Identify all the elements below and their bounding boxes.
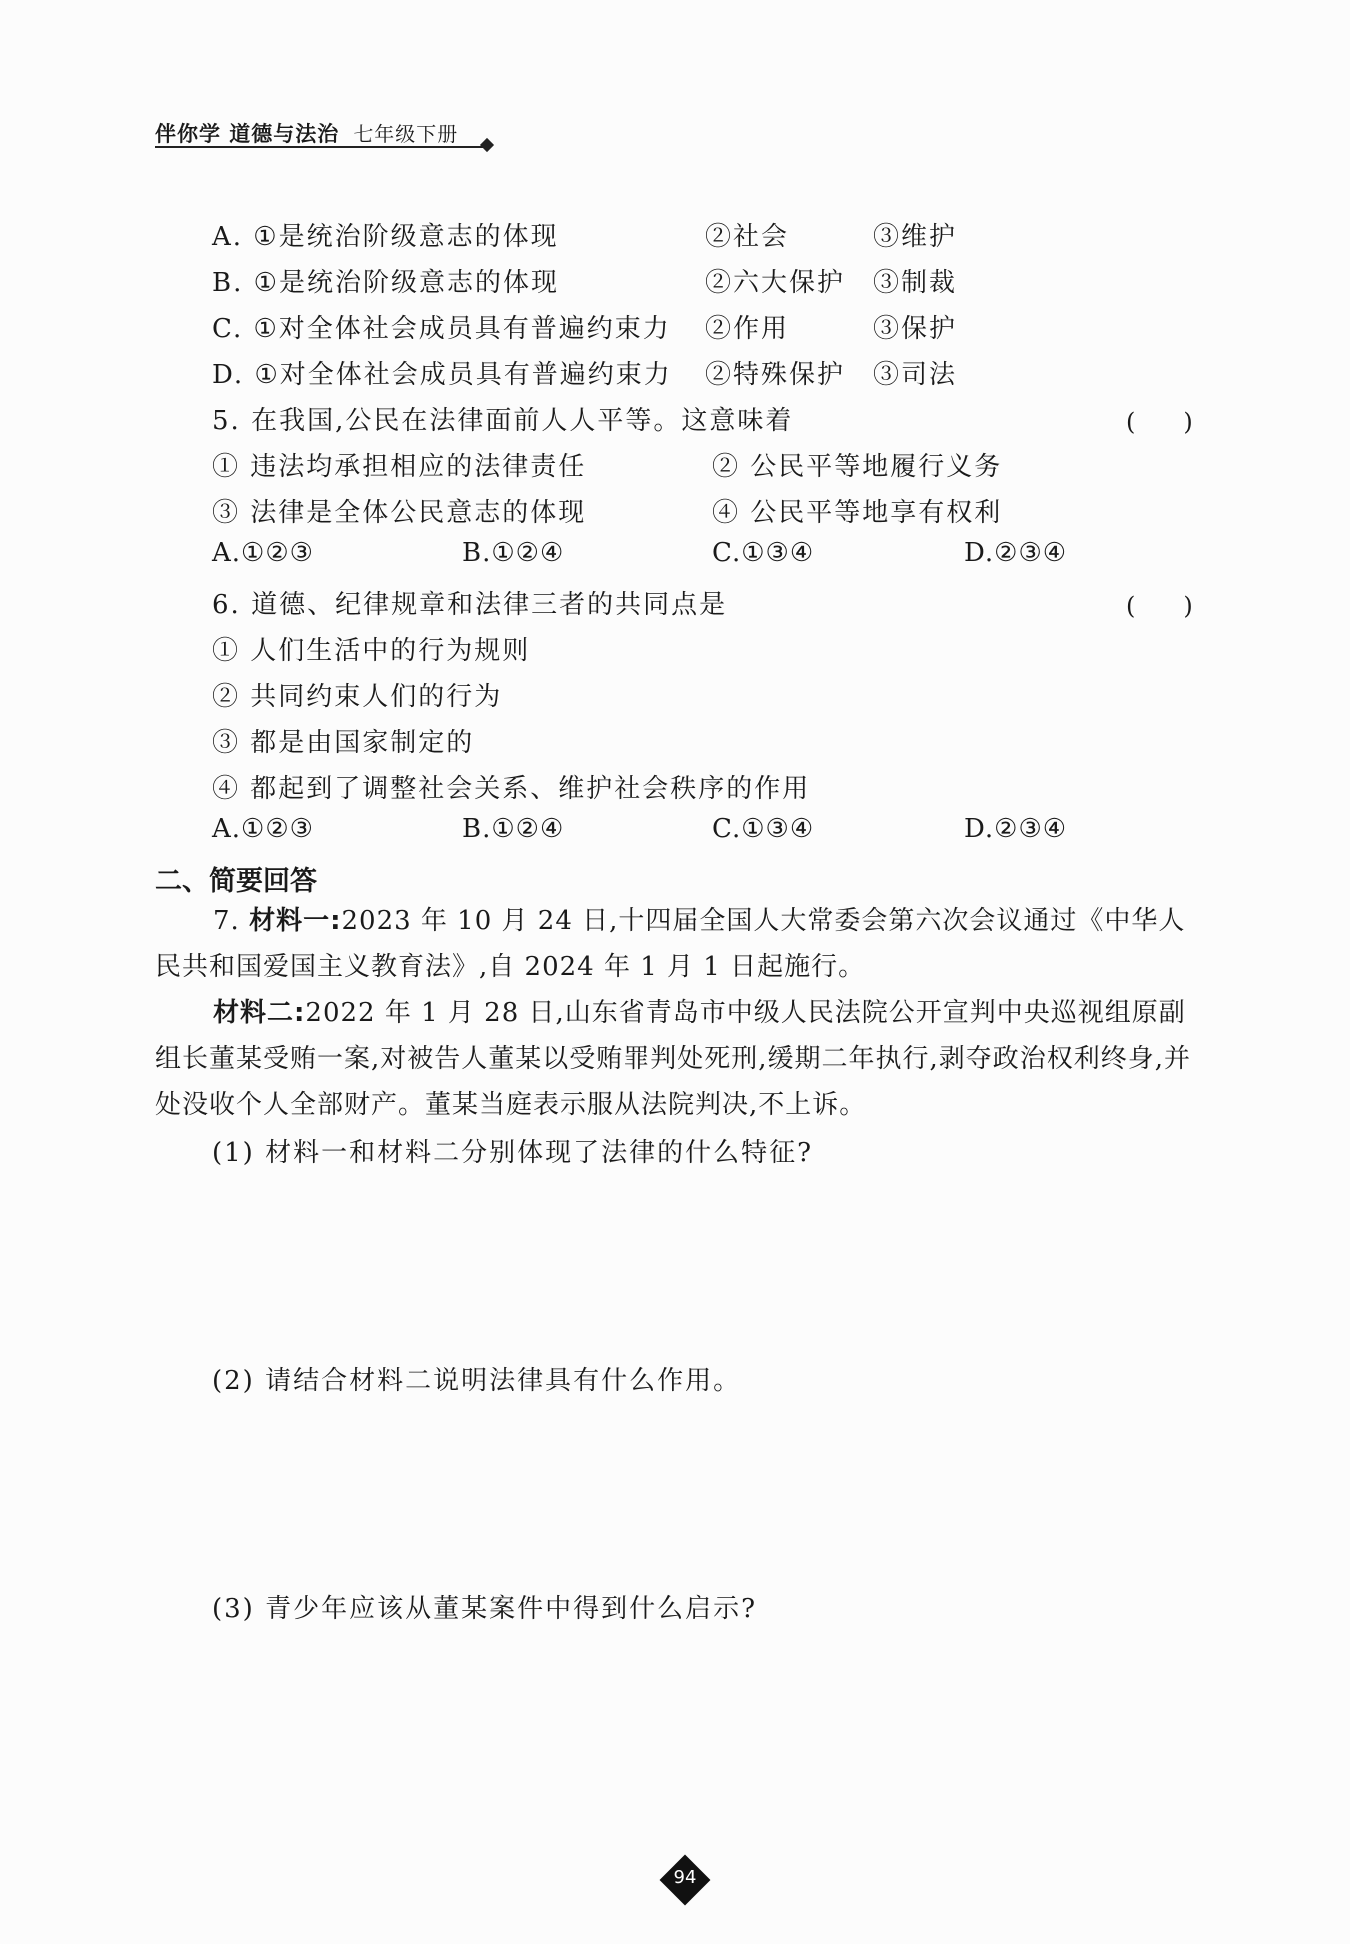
- q5-item-1: ① 违法均承担相应的法律责任: [212, 452, 587, 482]
- q5-option-a: A.①②③: [212, 538, 314, 568]
- q6-option-d: D.②③④: [964, 814, 1068, 844]
- q6-option-b: B.①②④: [462, 814, 565, 844]
- q4-option-a-col1: A. ①是统治阶级意志的体现: [212, 222, 559, 252]
- q5-item-2: ② 公民平等地履行义务: [712, 452, 1003, 482]
- q6-stem: 6. 道德、纪律规章和法律三者的共同点是: [212, 590, 728, 620]
- q7-material-2-label: 材料二:: [213, 998, 306, 1028]
- q6-answer-paren[interactable]: ( ): [1126, 592, 1193, 620]
- q4-option-b-col1: B. ①是统治阶级意志的体现: [212, 268, 559, 298]
- q5-option-b: B.①②④: [462, 538, 565, 568]
- q6-item-4: ④ 都起到了调整社会关系、维护社会秩序的作用: [212, 774, 811, 804]
- header-series: 伴你学 道德与法治: [155, 122, 340, 146]
- q6-item-2: ② 共同约束人们的行为: [212, 682, 503, 712]
- q7-material-1-text: 2023 年 10 月 24 日,十四届全国人大常委会第六次会议通过《中华人民共和国爱国主义教育法》,自 2024 年 1 月 1 日起施行。: [155, 906, 1186, 982]
- q5-answer-paren[interactable]: ( ): [1126, 408, 1193, 436]
- q4-option-b-col2: ②六大保护: [705, 268, 846, 298]
- q4-option-a-col2: ②社会: [705, 222, 790, 252]
- q7-subquestion-2: (2) 请结合材料二说明法律具有什么作用。: [212, 1366, 742, 1396]
- q6-option-a: A.①②③: [212, 814, 314, 844]
- header-underline: [155, 146, 485, 148]
- q5-option-c: C.①③④: [712, 538, 815, 568]
- q7-material-2-text: 2022 年 1 月 28 日,山东省青岛市中级人民法院公开宣判中央巡视组原副组长董某受贿一案,对被告人董某以受贿罪判处死刑,缓期二年执行,剥夺政治权利终身,并处没收个人全部财产。董某当庭表示服从法院判决,不上诉。: [155, 998, 1192, 1120]
- q7-subquestion-3: (3) 青少年应该从董某案件中得到什么启示?: [212, 1594, 758, 1624]
- q7-subquestion-1: (1) 材料一和材料二分别体现了法律的什么特征?: [212, 1138, 814, 1168]
- q5-item-3: ③ 法律是全体公民意志的体现: [212, 498, 587, 528]
- q4-option-d-col3: ③司法: [873, 360, 958, 390]
- q4-option-c-col3: ③保护: [873, 314, 958, 344]
- page-number: 94: [673, 1867, 697, 1888]
- q7-material-2: [155, 990, 1205, 1128]
- q4-option-c-col2: ②作用: [705, 314, 790, 344]
- q4-option-d-col1: D. ①对全体社会成员具有普遍约束力: [212, 360, 672, 390]
- q4-option-d-col2: ②特殊保护: [705, 360, 846, 390]
- header-diamond-icon: [480, 138, 494, 152]
- q5-item-4: ④ 公民平等地享有权利: [712, 498, 1003, 528]
- page-header: [155, 118, 458, 148]
- q7-material-1: [155, 898, 1205, 990]
- q7-number: 7.: [213, 906, 240, 936]
- q7-material-1-label: 材料一:: [249, 906, 342, 936]
- q6-item-1: ① 人们生活中的行为规则: [212, 636, 531, 666]
- header-grade: 七年级下册: [353, 122, 459, 146]
- q5-option-d: D.②③④: [964, 538, 1068, 568]
- q4-option-b-col3: ③制裁: [873, 268, 958, 298]
- q5-stem: 5. 在我国,公民在法律面前人人平等。这意味着: [212, 406, 794, 436]
- q6-item-3: ③ 都是由国家制定的: [212, 728, 475, 758]
- q4-option-c-col1: C. ①对全体社会成员具有普遍约束力: [212, 314, 671, 344]
- q4-option-a-col3: ③维护: [873, 222, 958, 252]
- page-number-badge: [660, 1855, 710, 1905]
- section-title-short-answer: 二、简要回答: [155, 866, 317, 897]
- q6-option-c: C.①③④: [712, 814, 815, 844]
